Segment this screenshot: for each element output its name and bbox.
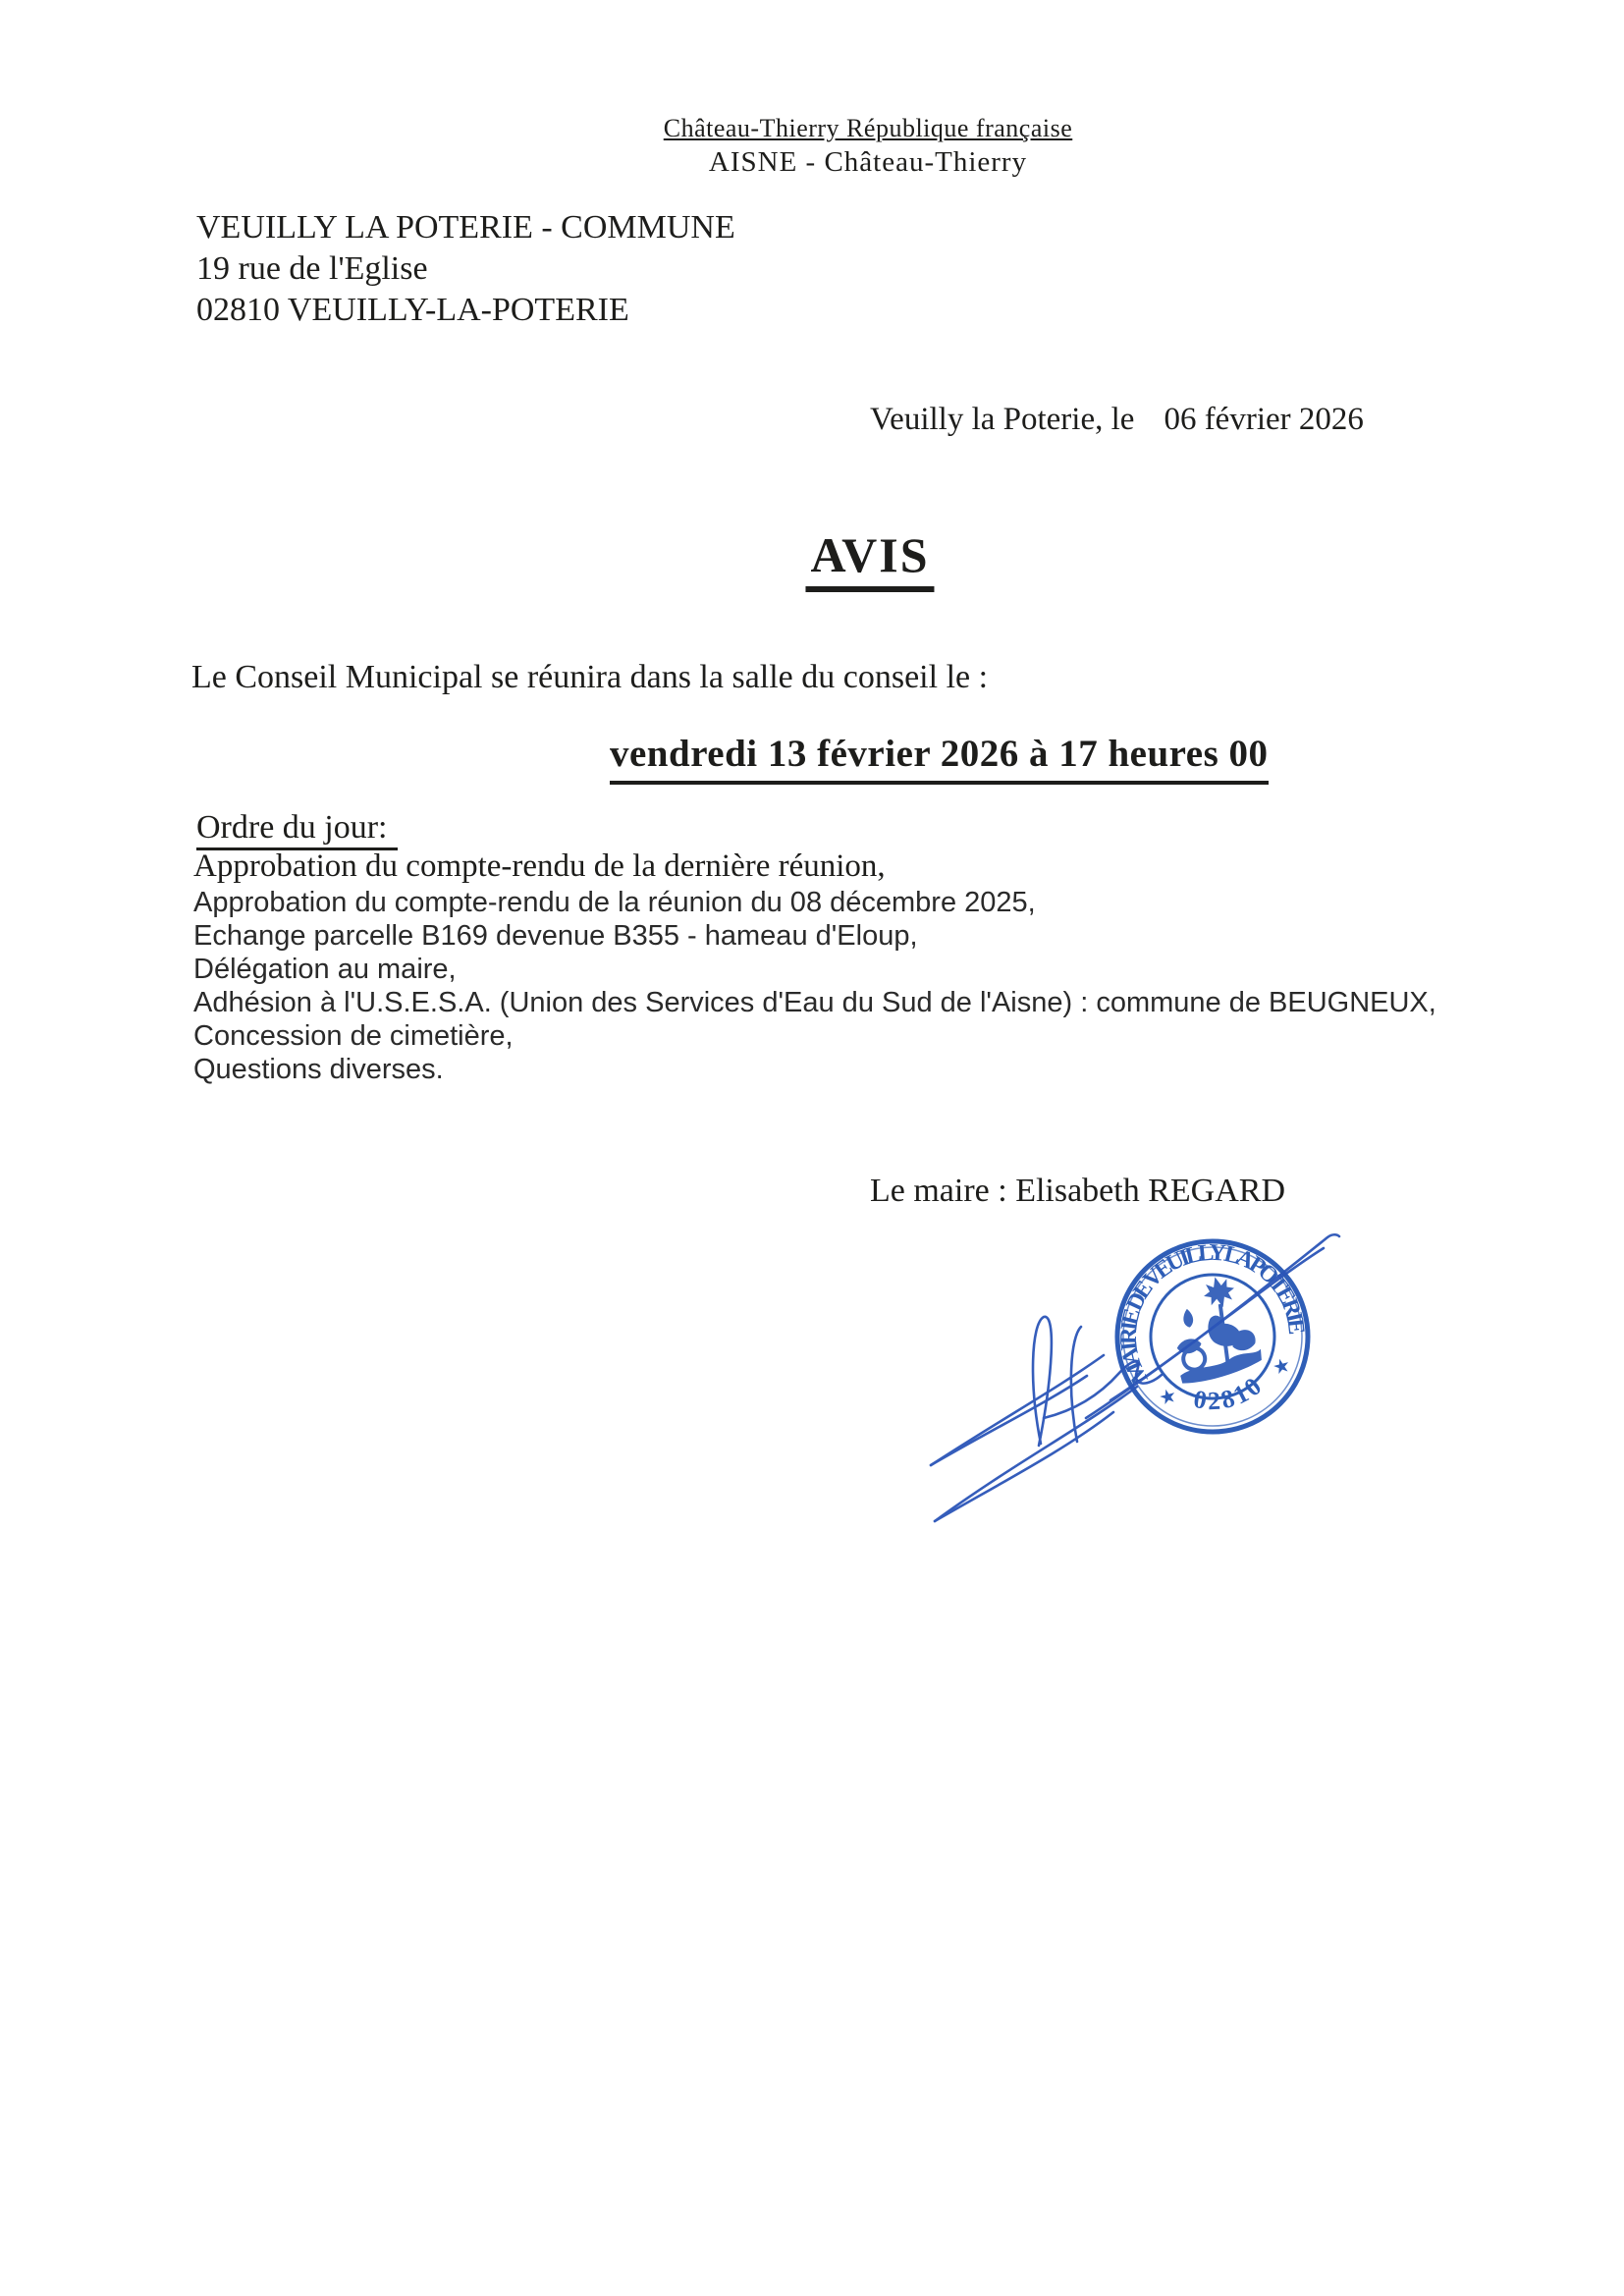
agenda-item: Approbation du compte-rendu de la réunion du 08 décembre 2025, xyxy=(193,887,1036,918)
document-title-wrap xyxy=(805,526,934,592)
agenda-list xyxy=(193,886,1436,1086)
sender-street: 19 rue de l'Eglise xyxy=(196,250,428,287)
sender-city: 02810 VEUILLY-LA-POTERIE xyxy=(196,292,629,328)
stamp-star-left-icon: ★ xyxy=(1156,1384,1179,1410)
stamp-and-signature xyxy=(884,1208,1394,1571)
agenda-item: Délégation au maire, xyxy=(193,954,457,985)
sender-address-block xyxy=(196,207,735,331)
agenda-item: Questions diverses. xyxy=(193,1054,444,1085)
letterhead-origin: Château-Thierry République française xyxy=(663,114,1073,142)
stamp-postal-code: 02810 xyxy=(1191,1370,1270,1416)
dateline-date: 06 février 2026 xyxy=(1164,402,1364,437)
dateline-place: Veuilly la Poterie, le xyxy=(870,402,1135,437)
signatory-line: Le maire : Elisabeth REGARD xyxy=(870,1173,1286,1209)
stamp-star-right-icon: ★ xyxy=(1270,1353,1293,1380)
sender-commune: VEUILLY LA POTERIE - COMMUNE xyxy=(196,209,735,246)
dateline xyxy=(870,402,1364,438)
municipal-stamp-icon xyxy=(1094,1219,1330,1454)
document-title: AVIS xyxy=(805,526,934,592)
meeting-datetime-wrap xyxy=(610,732,1269,785)
agenda-heading: Ordre du jour: xyxy=(196,809,398,850)
agenda-item-first: Approbation du compte-rendu de la dernière réunion, xyxy=(193,848,886,884)
agenda-item: Adhésion à l'U.S.E.S.A. (Union des Services d'Eau du Sud de l'Aisne) : commune de BEUGNEUX, xyxy=(193,987,1436,1018)
meeting-datetime: vendredi 13 février 2026 à 17 heures 00 xyxy=(610,732,1269,785)
agenda-item: Concession de cimetière, xyxy=(193,1020,514,1052)
agenda-item: Echange parcelle B169 devenue B355 - hameau d'Eloup, xyxy=(193,920,918,952)
letterhead-department: AISNE - Château-Thierry xyxy=(708,146,1028,178)
intro-sentence: Le Conseil Municipal se réunira dans la salle du conseil le : xyxy=(191,659,989,695)
letterhead xyxy=(664,114,1073,179)
stamp-ring-text: MAIRIE DE VEUILLY LA POTERIE xyxy=(1115,1239,1310,1389)
agenda-heading-wrap xyxy=(196,809,398,850)
